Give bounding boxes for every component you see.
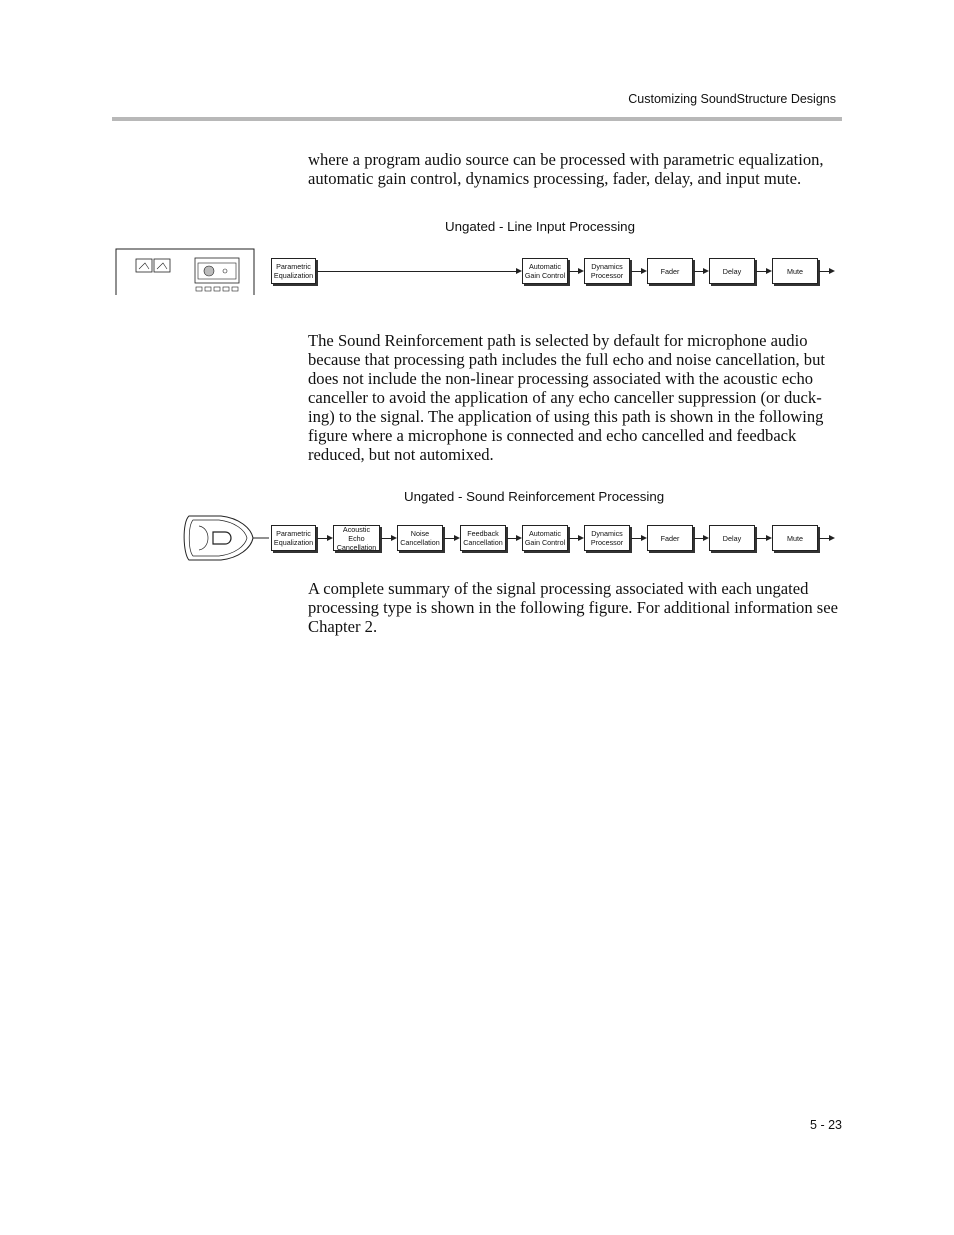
signal-line <box>631 538 641 539</box>
signal-line <box>317 271 517 272</box>
signal-line <box>317 538 327 539</box>
signal-line <box>631 271 641 272</box>
block-parametric-equalization: Parametric Equalization <box>271 258 316 284</box>
signal-line <box>694 271 703 272</box>
microphone-icon <box>181 514 271 562</box>
arrow-icon <box>829 268 835 274</box>
signal-line <box>569 538 578 539</box>
block-noise-cancellation: Noise Cancellation <box>397 525 443 551</box>
block-delay: Delay <box>709 258 755 284</box>
signal-line <box>756 271 766 272</box>
page-header-title: Customizing SoundStructure Designs <box>628 92 836 106</box>
paragraph-summary: A complete summary of the signal processing associated with each ungated processing type is shown in the following figure. For additional information see Chapter 2. <box>308 579 838 636</box>
figure-2-title: Ungated - Sound Reinforcement Processing <box>404 489 665 504</box>
block-fader: Fader <box>647 258 693 284</box>
signal-line <box>381 538 391 539</box>
audio-device-icon <box>114 247 256 297</box>
figure-1-title: Ungated - Line Input Processing <box>445 219 635 234</box>
signal-line <box>569 271 578 272</box>
paragraph-sound-reinforcement: The Sound Reinforcement path is selected by default for microphone audio because that processing path includes the full echo and noise cancellation, but does not include the non-linear processing associated with the acoustic echo canceller to avoid the application of any echo canceller suppression (or duck-ing) to the signal. The application of using this path is shown in the following figure where a microphone is connected and echo cancelled and feedback reduced, but not automixed. <box>308 331 825 464</box>
signal-line <box>694 538 703 539</box>
block-mute: Mute <box>772 525 818 551</box>
block-feedback-cancellation: Feedback Cancellation <box>460 525 506 551</box>
block-automatic-gain-control: Automatic Gain Control <box>522 525 568 551</box>
block-delay: Delay <box>709 525 755 551</box>
paragraph-intro: where a program audio source can be processed with parametric equalization, automatic gain control, dynamics processing, fader, delay, and input mute. <box>308 150 824 188</box>
arrow-icon <box>829 535 835 541</box>
block-dynamics-processor: Dynamics Processor <box>584 525 630 551</box>
signal-line <box>819 271 829 272</box>
page-number: 5 - 23 <box>810 1118 842 1132</box>
block-fader: Fader <box>647 525 693 551</box>
signal-line <box>756 538 766 539</box>
signal-line <box>507 538 516 539</box>
header-rule <box>112 117 842 121</box>
block-parametric-equalization: Parametric Equalization <box>271 525 316 551</box>
block-acoustic-echo-cancellation: Acoustic Echo Cancellation <box>333 525 380 551</box>
signal-line <box>444 538 454 539</box>
block-mute: Mute <box>772 258 818 284</box>
signal-line <box>819 538 829 539</box>
block-automatic-gain-control: Automatic Gain Control <box>522 258 568 284</box>
block-dynamics-processor: Dynamics Processor <box>584 258 630 284</box>
